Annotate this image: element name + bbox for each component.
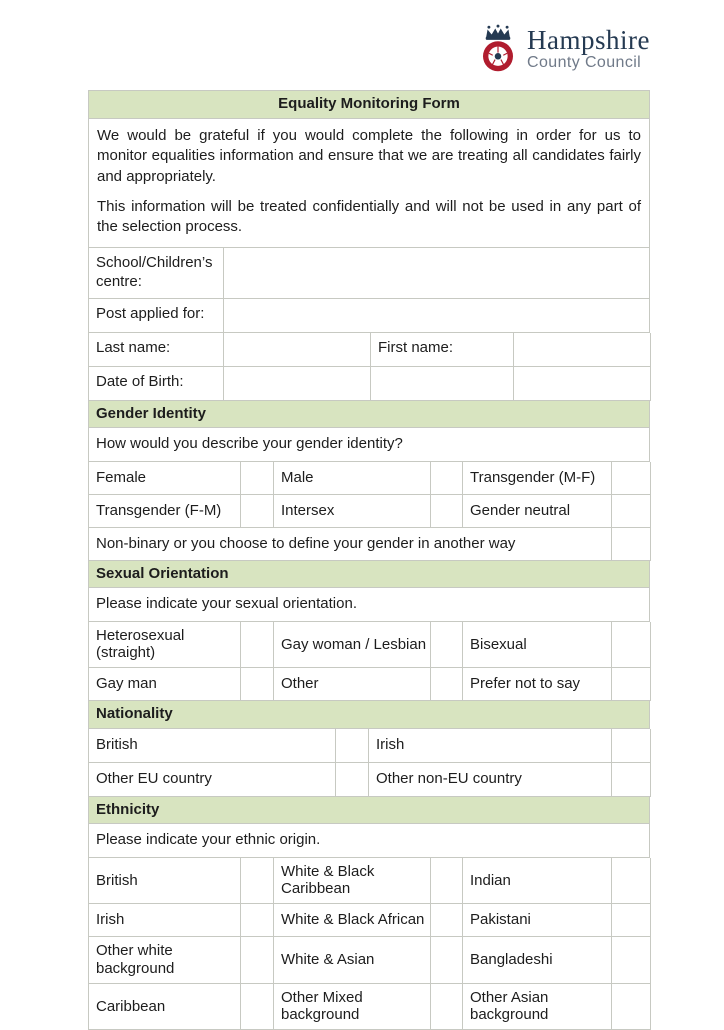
checkbox-british-nationality[interactable]: [336, 729, 369, 763]
option-label-caribbean: Caribbean: [89, 984, 241, 1030]
checkbox-pakistani[interactable]: [612, 904, 651, 937]
org-name: Hampshire: [527, 25, 650, 55]
option-label-bisexual: Bisexual: [463, 622, 612, 669]
first-name-label: First name:: [371, 333, 514, 367]
intro-paragraph-2: This information will be treated confidentially and will not be used in any part of the selection process.: [97, 197, 641, 236]
option-label-prefer-not-to-say: Prefer not to say: [463, 668, 612, 701]
school-input-cell[interactable]: [224, 248, 650, 299]
option-label-other-mixed-background: Other Mixed background: [274, 984, 431, 1030]
org-logo: [478, 24, 650, 74]
checkbox-white-black-african[interactable]: [431, 904, 463, 937]
org-subtitle: County Council: [527, 54, 642, 71]
option-label-transgender-fm: Transgender (F-M): [89, 495, 241, 528]
option-label-male: Male: [274, 462, 431, 495]
crown-rose-icon: [478, 24, 518, 74]
option-label-british-ethnicity: British: [89, 858, 241, 905]
org-name-block: [527, 27, 650, 71]
option-label-heterosexual: Heterosexual (straight): [89, 622, 241, 669]
ethnicity-question: Please indicate your ethnic origin.: [89, 824, 650, 858]
option-label-gay-woman-lesbian: Gay woman / Lesbian: [274, 622, 431, 669]
option-label-other-asian-background: Other Asian background: [463, 984, 612, 1030]
equality-monitoring-form: [88, 90, 650, 1030]
intro-paragraph-1: We would be grateful if you would complete the following in order for us to monitor equalities information and ensure that we are treating all candidates fairly and appropriately.: [97, 126, 641, 185]
option-label-female: Female: [89, 462, 241, 495]
option-label-bangladeshi: Bangladeshi: [463, 937, 612, 984]
checkbox-irish-ethnicity[interactable]: [241, 904, 274, 937]
checkbox-heterosexual[interactable]: [241, 622, 274, 669]
checkbox-other-asian-background[interactable]: [612, 984, 651, 1030]
option-label-white-black-caribbean: White & Black Caribbean: [274, 858, 431, 905]
checkbox-caribbean[interactable]: [241, 984, 274, 1030]
checkbox-intersex[interactable]: [431, 495, 463, 528]
checkbox-other-non-eu[interactable]: [612, 763, 651, 797]
option-label-other-orientation: Other: [274, 668, 431, 701]
checkbox-other-eu[interactable]: [336, 763, 369, 797]
checkbox-other-white-background[interactable]: [241, 937, 274, 984]
checkbox-other-mixed-background[interactable]: [431, 984, 463, 1030]
last-name-input-cell[interactable]: [224, 333, 371, 367]
form-title: Equality Monitoring Form: [89, 91, 650, 119]
option-label-other-eu: Other EU country: [89, 763, 336, 797]
first-name-input-cell[interactable]: [514, 333, 651, 367]
checkbox-gay-woman-lesbian[interactable]: [431, 622, 463, 669]
option-label-transgender-mf: Transgender (M-F): [463, 462, 612, 495]
section-header-sexual-orientation: Sexual Orientation: [89, 561, 650, 589]
option-label-gender-neutral: Gender neutral: [463, 495, 612, 528]
gender-question: How would you describe your gender identity?: [89, 428, 650, 462]
checkbox-gender-neutral[interactable]: [612, 495, 651, 528]
dob-input-cell-3[interactable]: [514, 367, 651, 401]
checkbox-female[interactable]: [241, 462, 274, 495]
checkbox-british-ethnicity[interactable]: [241, 858, 274, 905]
section-header-ethnicity: Ethnicity: [89, 797, 650, 825]
dob-label: Date of Birth:: [89, 367, 224, 401]
dob-input-cell-2[interactable]: [371, 367, 514, 401]
checkbox-transgender-fm[interactable]: [241, 495, 274, 528]
checkbox-indian[interactable]: [612, 858, 651, 905]
option-label-other-non-eu: Other non-EU country: [369, 763, 612, 797]
section-header-nationality: Nationality: [89, 701, 650, 729]
option-label-white-asian: White & Asian: [274, 937, 431, 984]
option-label-indian: Indian: [463, 858, 612, 905]
section-header-gender-identity: Gender Identity: [89, 401, 650, 429]
post-label: Post applied for:: [89, 299, 224, 333]
checkbox-bisexual[interactable]: [612, 622, 651, 669]
option-label-irish-ethnicity: Irish: [89, 904, 241, 937]
option-label-white-black-african: White & Black African: [274, 904, 431, 937]
checkbox-bangladeshi[interactable]: [612, 937, 651, 984]
option-label-irish-nationality: Irish: [369, 729, 612, 763]
orientation-question: Please indicate your sexual orientation.: [89, 588, 650, 622]
option-label-pakistani: Pakistani: [463, 904, 612, 937]
option-label-british-nationality: British: [89, 729, 336, 763]
checkbox-gay-man[interactable]: [241, 668, 274, 701]
checkbox-non-binary[interactable]: [612, 528, 651, 561]
last-name-label: Last name:: [89, 333, 224, 367]
checkbox-white-black-caribbean[interactable]: [431, 858, 463, 905]
checkbox-transgender-mf[interactable]: [612, 462, 651, 495]
post-input-cell[interactable]: [224, 299, 650, 333]
option-label-other-white-background: Other white background: [89, 937, 241, 984]
checkbox-irish-nationality[interactable]: [612, 729, 651, 763]
school-label: School/Children’s centre:: [89, 248, 224, 299]
option-label-gay-man: Gay man: [89, 668, 241, 701]
option-label-non-binary: Non-binary or you choose to define your gender in another way: [89, 528, 612, 561]
checkbox-white-asian[interactable]: [431, 937, 463, 984]
checkbox-prefer-not-to-say[interactable]: [612, 668, 651, 701]
checkbox-other-orientation[interactable]: [431, 668, 463, 701]
option-label-intersex: Intersex: [274, 495, 431, 528]
dob-input-cell[interactable]: [224, 367, 371, 401]
checkbox-male[interactable]: [431, 462, 463, 495]
intro-text: [89, 119, 650, 248]
